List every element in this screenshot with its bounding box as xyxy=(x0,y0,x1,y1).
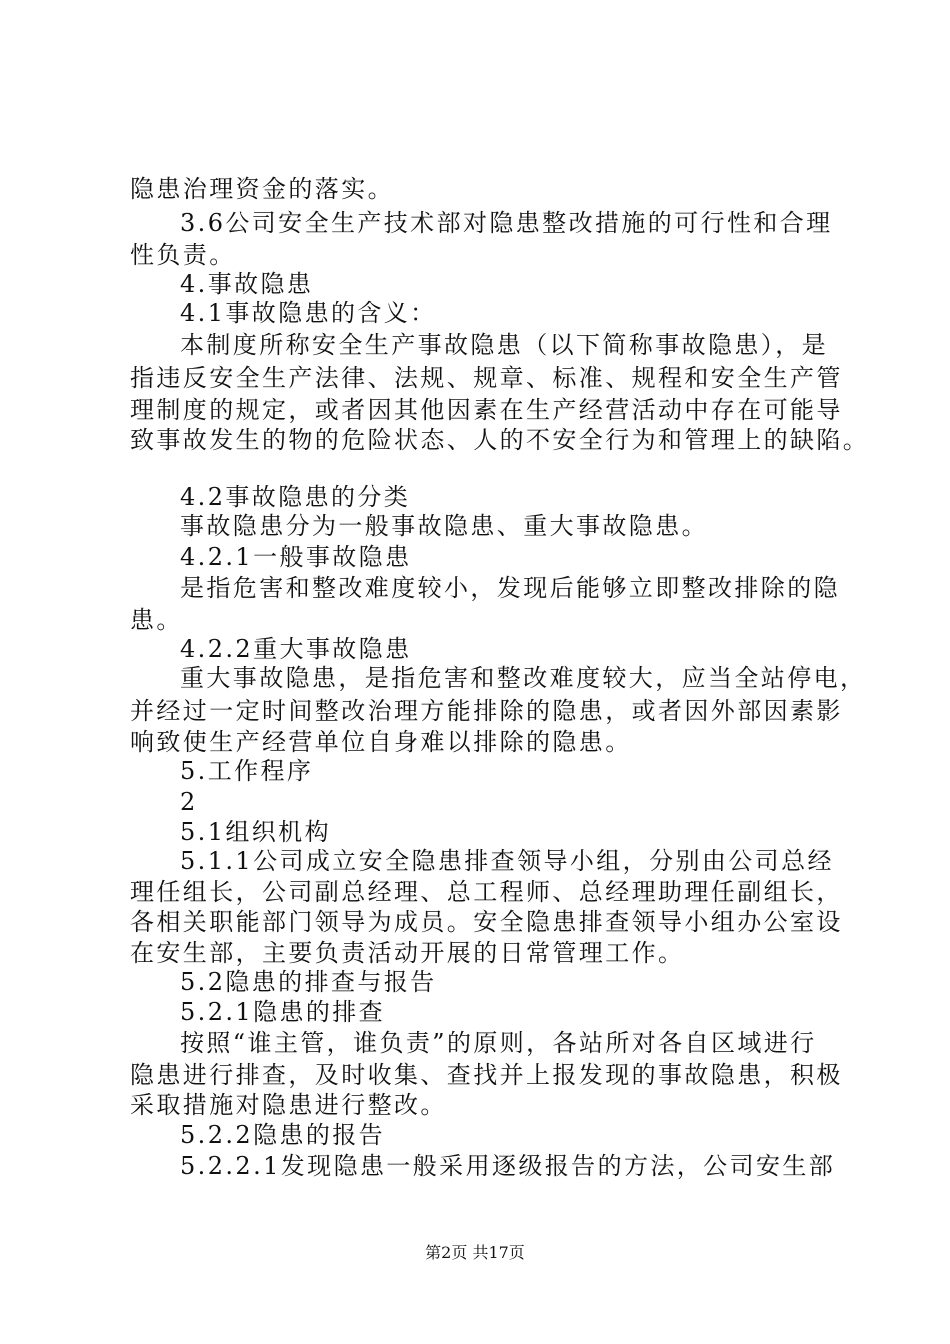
subsection-heading: 5.2隐患的排查与报告 xyxy=(180,968,437,996)
text-line: 重大事故隐患，是指危害和整改难度较大，应当全站停电， xyxy=(180,664,867,692)
text-line: 理制度的规定，或者因其他因素在生产经营活动中存在可能导 xyxy=(130,396,843,424)
subsection-heading: 4.2.2重大事故隐患 xyxy=(180,635,412,663)
subsection-heading: 4.1事故隐患的含义： xyxy=(180,299,437,327)
text-line: 是指危害和整改难度较小，发现后能够立即整改排除的隐 xyxy=(180,574,840,602)
subsection-heading: 5.1组织机构 xyxy=(180,818,331,846)
subsection-heading: 4.2事故隐患的分类 xyxy=(180,483,411,511)
subsection-heading: 4.2.1一般事故隐患 xyxy=(180,543,412,571)
text-line: 指违反安全生产法律、法规、规章、标准、规程和安全生产管 xyxy=(130,364,843,392)
subsection-heading: 5.2.2隐患的报告 xyxy=(180,1121,386,1149)
text-line: 隐患进行排查，及时收集、查找并上报发现的事故隐患，积极 xyxy=(130,1061,843,1089)
text-line: 5.2.2.1发现隐患一般采用逐级报告的方法，公司安生部 xyxy=(180,1152,836,1180)
text-line: 按照“谁主管，谁负责”的原则，各站所对各自区域进行 xyxy=(180,1029,817,1057)
text-line: 隐患治理资金的落实。 xyxy=(130,175,394,203)
text-line: 事故隐患分为一般事故隐患、重大事故隐患。 xyxy=(180,512,708,540)
text-line: 在安生部，主要负责活动开展的日常管理工作。 xyxy=(130,939,685,967)
section-heading: 4.事故隐患 xyxy=(180,270,314,298)
text-line: 5.1.1公司成立安全隐患排查领导小组，分别由公司总经 xyxy=(180,847,834,875)
text-line: 各相关职能部门领导为成员。安全隐患排查领导小组办公室设 xyxy=(130,908,843,936)
text-line: 本制度所称安全生产事故隐患（以下简称事故隐患），是 xyxy=(180,331,828,359)
section-heading: 5.工作程序 xyxy=(180,757,314,785)
text-line: 采取措施对隐患进行整改。 xyxy=(130,1091,447,1119)
text-line: 患。 xyxy=(130,606,183,634)
text-line: 并经过一定时间整改治理方能排除的隐患，或者因外部因素影 xyxy=(130,697,843,725)
text-line: 响致使生产经营单位自身难以排除的隐患。 xyxy=(130,728,632,756)
text-line: 致事故发生的物的危险状态、人的不安全行为和管理上的缺陷。 xyxy=(130,426,870,454)
text-line: 3.6公司安全生产技术部对隐患整改措施的可行性和合理 xyxy=(180,209,833,237)
page-number-inline: 2 xyxy=(180,788,198,816)
text-line: 性负责。 xyxy=(130,241,236,269)
subsection-heading: 5.2.1隐患的排查 xyxy=(180,998,386,1026)
text-line: 理任组长，公司副总经理、总工程师、总经理助理任副组长， xyxy=(130,878,843,906)
page-footer: 第2页 共17页 xyxy=(425,1243,525,1262)
